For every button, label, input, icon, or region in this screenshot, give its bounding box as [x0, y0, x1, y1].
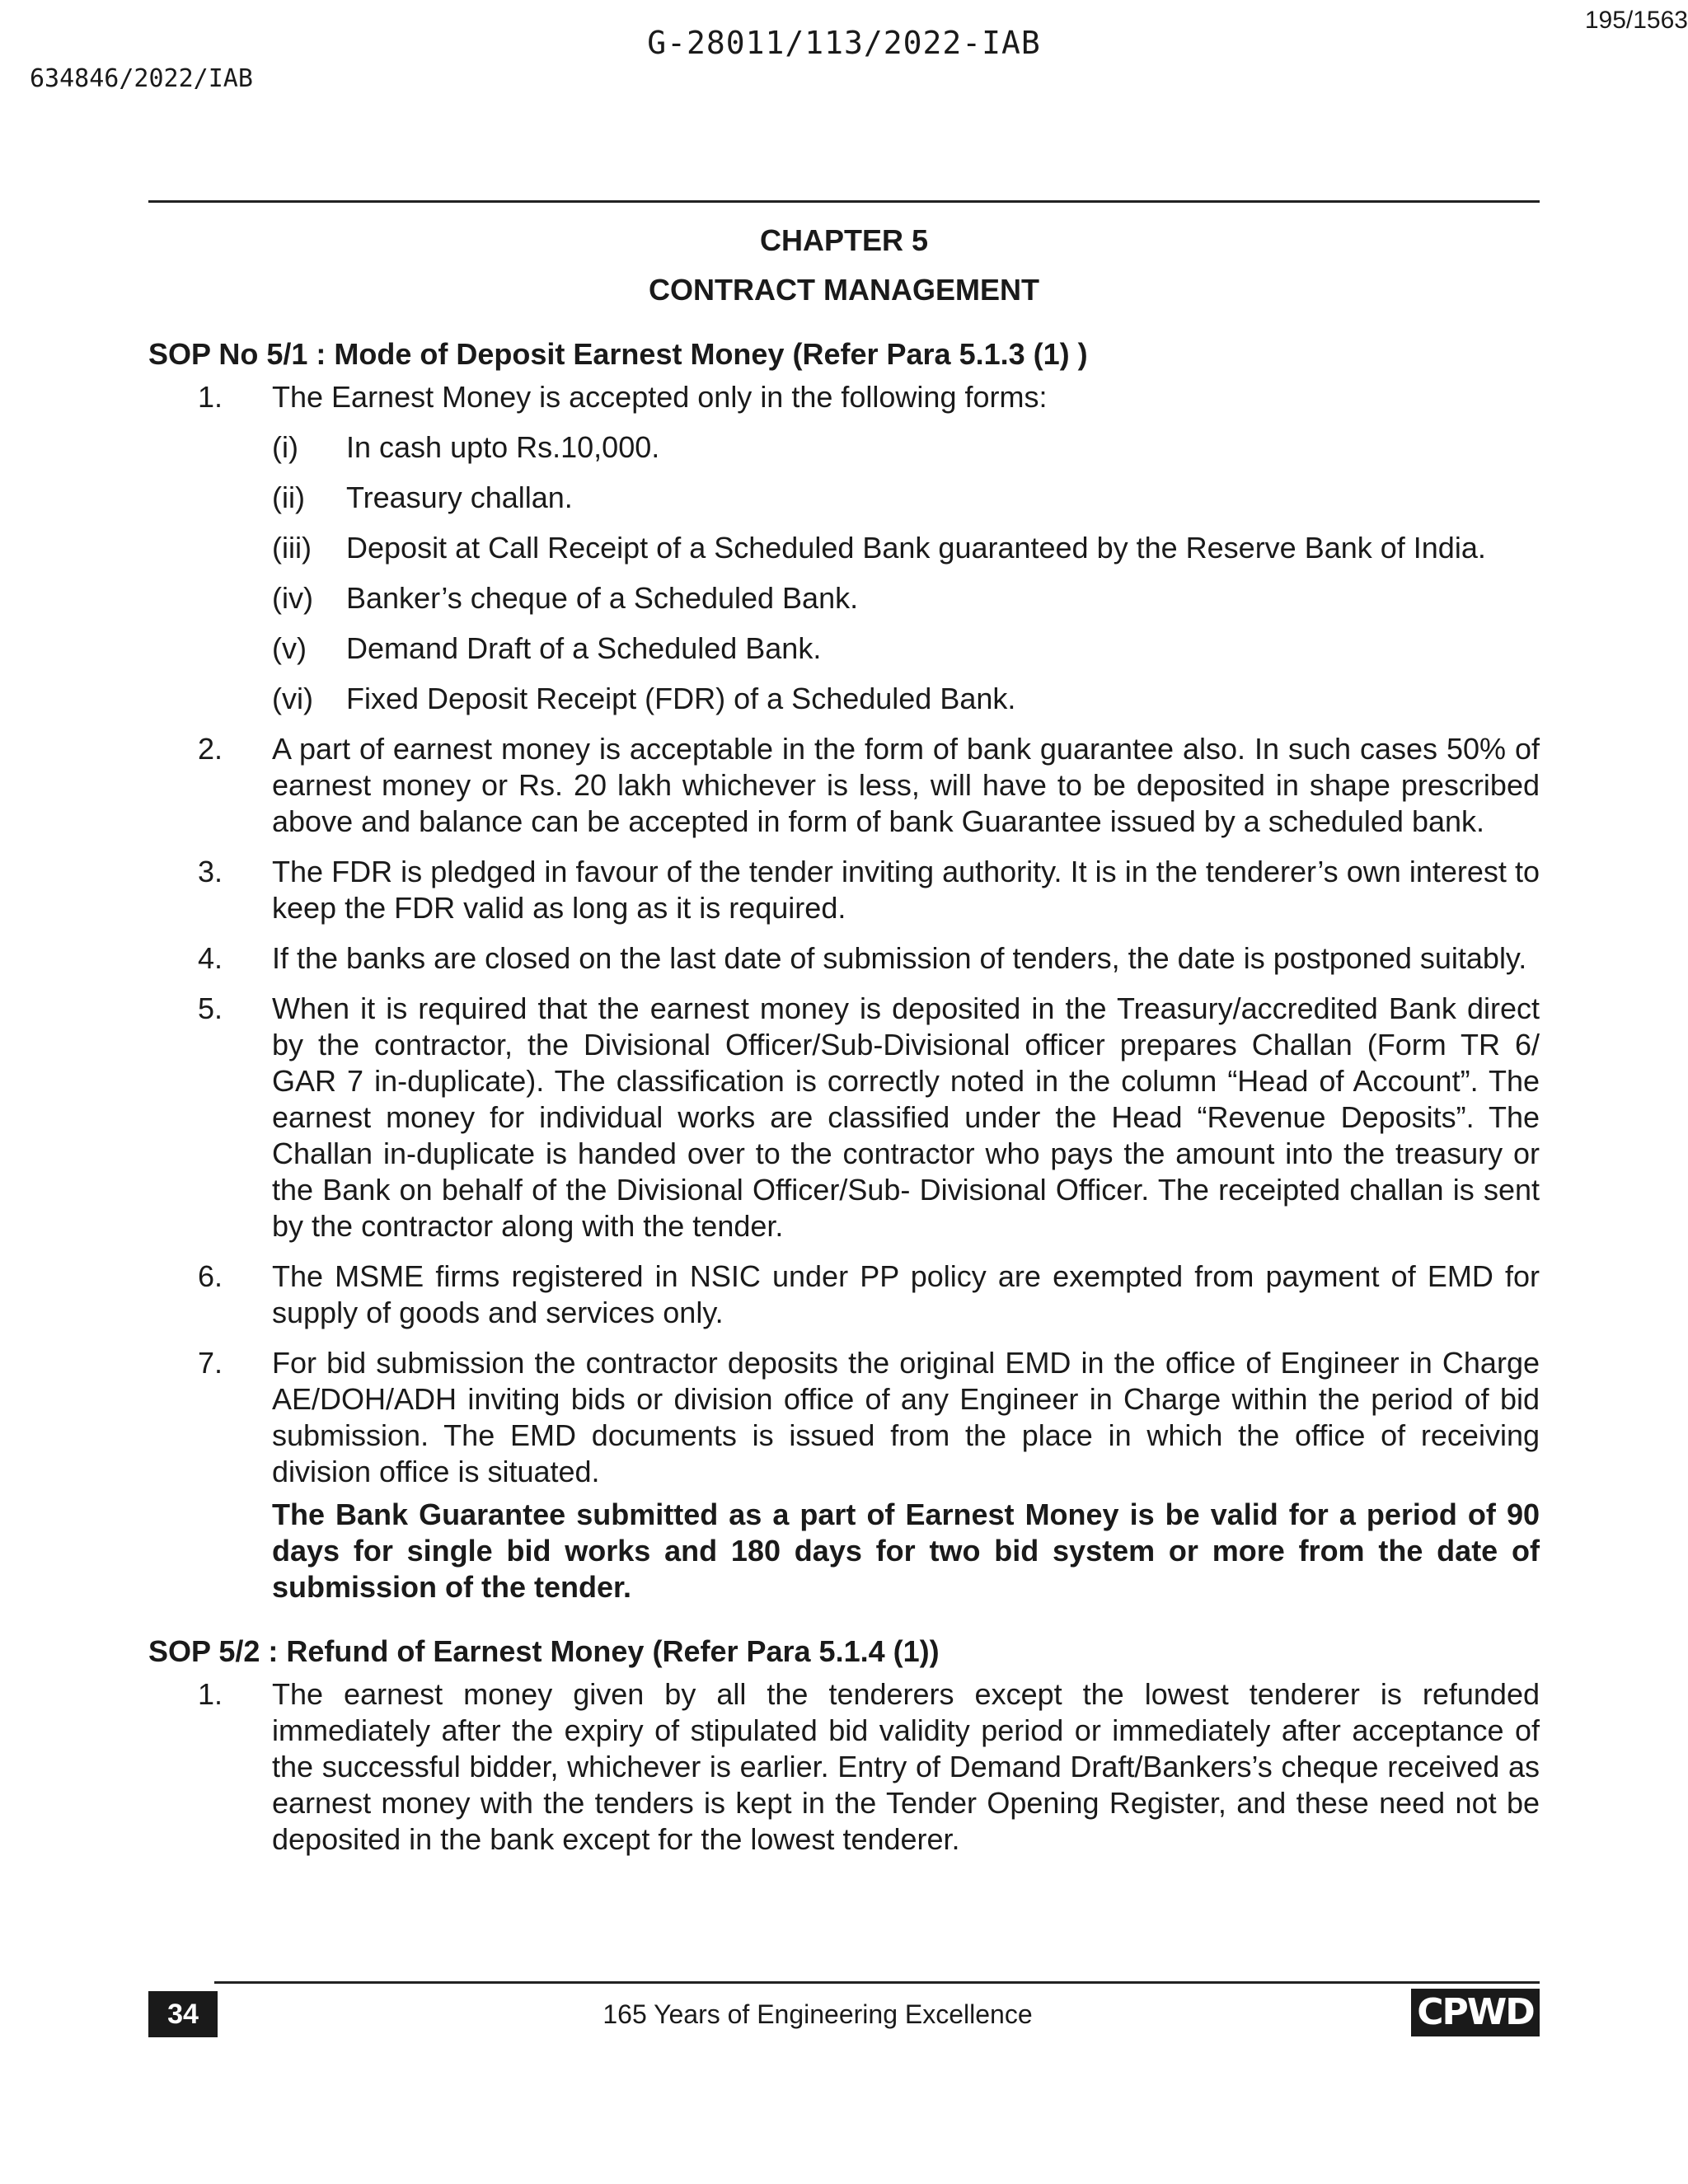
item-number: 1.	[197, 380, 223, 414]
item-number: 3.	[197, 855, 223, 888]
list-item	[148, 940, 1540, 977]
sub-item-text: Deposit at Call Receipt of a Scheduled Bank guaranteed by the Reserve Bank of India.	[346, 531, 1486, 565]
sub-item	[272, 530, 1540, 566]
sub-item-text: In cash upto Rs.10,000.	[346, 430, 660, 464]
list-item	[148, 854, 1540, 926]
sub-item-text: Banker’s cheque of a Scheduled Bank.	[346, 581, 859, 615]
list-item	[148, 731, 1540, 840]
item-text: If the banks are closed on the last date of submission of tenders, the date is postponed suitably.	[272, 941, 1527, 975]
bank-guarantee-note: The Bank Guarantee submitted as a part of Earnest Money is be valid for a period of 90 days for single bid works and 180 days for two bid system or more from the date of submission of the tender.	[272, 1497, 1540, 1604]
receipt-number: 634846/2022/IAB	[30, 64, 253, 93]
sub-item-text: Fixed Deposit Receipt (FDR) of a Scheduled Bank.	[346, 682, 1016, 715]
item-text: The MSME firms registered in NSIC under PP policy are exempted from payment of EMD for supply of goods and services only.	[272, 1259, 1540, 1329]
page-content	[148, 216, 1540, 1872]
sub-item	[272, 429, 1540, 466]
sub-item	[272, 630, 1540, 667]
cpwd-logo: CPWD	[1411, 1989, 1540, 2036]
list-item	[148, 1345, 1540, 1490]
chapter-number: CHAPTER 5	[759, 223, 929, 257]
header-divider	[148, 200, 1540, 203]
sub-item-number: (vi)	[272, 682, 313, 715]
item-number: 1.	[197, 1677, 223, 1711]
item-number: 4.	[197, 941, 223, 975]
list-item	[148, 379, 1540, 717]
sub-item-number: (i)	[272, 430, 298, 464]
item-number: 2.	[197, 732, 223, 766]
sub-item-text: Demand Draft of a Scheduled Bank.	[346, 631, 822, 665]
page-counter: 195/1563	[1584, 7, 1688, 34]
item-text: For bid submission the contractor deposits the original EMD in the office of Engineer in Charge AE/DOH/ADH inviting bids or division office of any Engineer in Charge within the period of bid submission. The EMD documents is issued from the place in which the office of receiving division office is situated.	[272, 1346, 1540, 1488]
list-item	[148, 991, 1540, 1244]
item-text: The earnest money given by all the tenderers except the lowest tenderer is refunded immediately after the expiry of stipulated bid validity period or immediately after acceptance of the successful bidder, whichever is earlier. Entry of Demand Draft/Bankers’s cheque received as earnest money with the tenders is kept in the Tender Opening Register, and these need not be deposited in the bank except for the lowest tenderer.	[272, 1677, 1540, 1856]
page-number: 34	[148, 1991, 218, 2037]
footer-tagline: 165 Years of Engineering Excellence	[603, 1999, 1033, 2029]
item-text: The FDR is pledged in favour of the tender inviting authority. It is in the tenderer’s own interest to keep the FDR valid as long as it is required.	[272, 855, 1540, 925]
sub-item-text: Treasury challan.	[346, 480, 573, 514]
sub-item	[272, 681, 1540, 717]
item-text: The Earnest Money is accepted only in the following forms:	[272, 380, 1048, 414]
list-item	[148, 1676, 1540, 1858]
item-text-block	[272, 379, 1540, 717]
chapter-title: CONTRACT MANAGEMENT	[649, 273, 1039, 307]
sub-item-number: (v)	[272, 631, 307, 665]
list-item	[148, 1258, 1540, 1331]
item-number: 5.	[197, 991, 223, 1025]
footer-divider	[214, 1981, 1540, 1984]
sub-item-number: (iv)	[272, 581, 313, 615]
sop-5-2-heading: SOP 5/2 : Refund of Earnest Money (Refer Para 5.1.4 (1))	[148, 1634, 940, 1668]
item-text: When it is required that the earnest money is deposited in the Treasury/accredited Bank direct by the contractor, the Divisional Officer/Sub-Divisional officer prepares Challan (Form TR 6/ GAR 7 in-duplicate). The classification is correctly noted in the column “Head of Account”. The earnest money for individual works are classified under the Head “Revenue Deposits”. The Challan in-duplicate is handed over to the contractor who pays the amount into the treasury or the Bank on behalf of the Divisional Officer/Sub- Divisional Officer. The receipted challan is sent by the contractor along with the tender.	[272, 991, 1540, 1243]
sub-item-number: (iii)	[272, 531, 312, 565]
file-number: G-28011/113/2022-IAB	[647, 25, 1041, 61]
item-number: 7.	[197, 1346, 223, 1380]
sop-5-1-heading: SOP No 5/1 : Mode of Deposit Earnest Money (Refer Para 5.1.3 (1) )	[148, 337, 1088, 371]
item-number: 6.	[197, 1259, 223, 1293]
item-text: A part of earnest money is acceptable in the form of bank guarantee also. In such cases 50% of earnest money or Rs. 20 lakh whichever is less, will have to be deposited in shape prescribed above and balance can be accepted in form of bank Guarantee issued by a scheduled bank.	[272, 732, 1540, 838]
sub-item	[272, 580, 1540, 616]
sub-item	[272, 480, 1540, 516]
sub-item-number: (ii)	[272, 480, 305, 514]
